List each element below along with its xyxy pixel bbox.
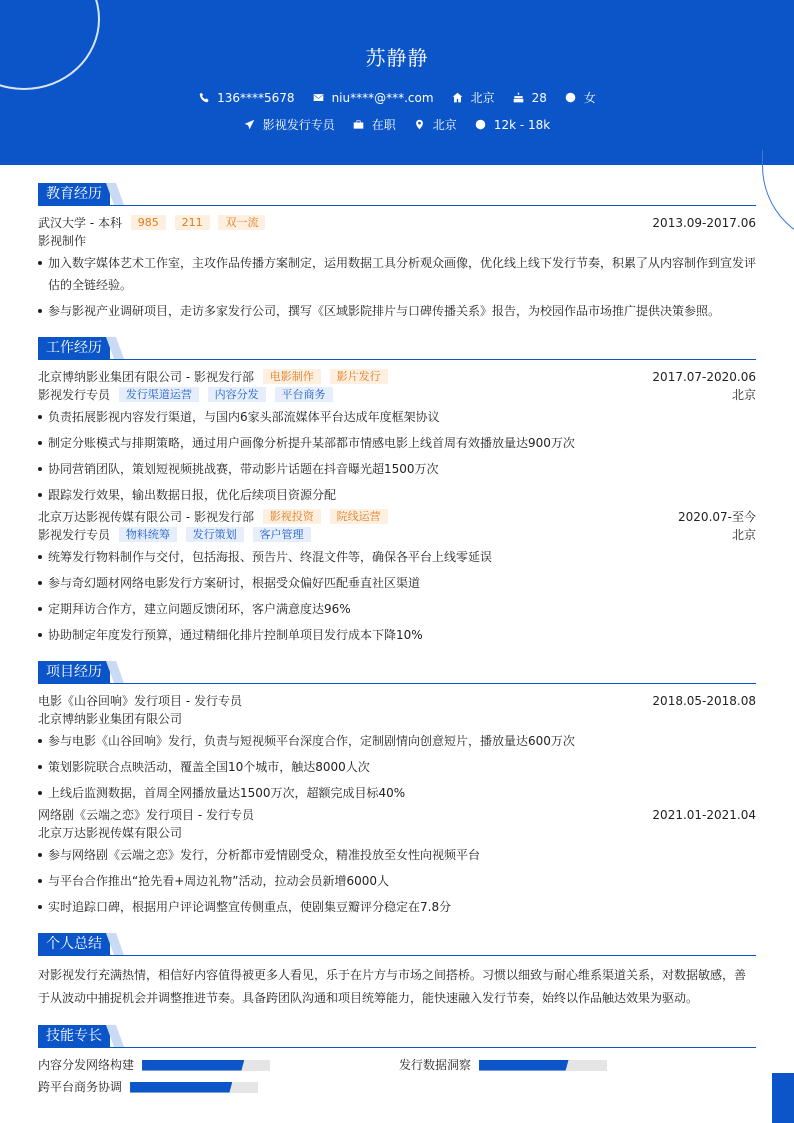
skill-level-bar — [130, 1082, 258, 1093]
city-item — [452, 89, 495, 106]
job-intent-row — [0, 116, 794, 133]
work-location: 北京 — [731, 388, 756, 402]
school-tag: 双一流 — [218, 215, 265, 230]
summary-text: 对影视发行充满热情，相信好内容值得被更多人看见，乐于在片方与市场之间搭桥。习惯以细致与耐心维系渠道关系，对数据敏感，善于从波动中捕捉机会并调整推进节奏。具备跨团队沟通和项目统筹能力，能快速融入发行节奏，始终以作品触达效果为驱动。 — [38, 968, 747, 1005]
list-item: 协同营销团队，策划短视频挑战赛，带动影片话题在抖音曝光超1500万次 — [38, 458, 756, 480]
project-period: 2021.01-2021.04 — [652, 808, 756, 822]
skill-item — [399, 1054, 607, 1076]
skill-name: 发行数据洞察 — [399, 1058, 472, 1072]
location-pin-icon — [414, 119, 426, 131]
skill-name: 内容分发网络构建 — [38, 1058, 135, 1072]
list-item: 协助制定年度发行预算，通过精细化排片控制单项目发行成本下降10% — [38, 624, 756, 646]
role-tag: 客户管理 — [253, 527, 311, 542]
work-role-line — [38, 386, 756, 404]
list-item: 参与影视产业调研项目，走访多家发行公司，撰写《区域影院排片与口碑传播关系》报告，为校园作品市场推广提供决策参照。 — [38, 300, 756, 322]
phone-icon — [198, 92, 210, 104]
mail-icon — [313, 92, 325, 104]
role-tag: 物料统筹 — [119, 527, 177, 542]
job-intent-text: 影视发行专员 — [262, 118, 335, 132]
skill-level-bar — [142, 1060, 270, 1071]
school-tag: 985 — [131, 215, 166, 230]
education-major: 影视制作 — [38, 234, 87, 248]
section-title: 工作经历 — [38, 337, 110, 359]
section-header — [38, 337, 756, 360]
role-name: 影视发行专员 — [38, 528, 111, 542]
list-item: 参与奇幻题材网络电影发行方案研讨，根据受众偏好匹配垂直社区渠道 — [38, 572, 756, 594]
list-item: 策划影院联合点映活动，覆盖全国10个城市，触达8000人次 — [38, 756, 756, 778]
company-name: 北京万达影视传媒有限公司 - 影视发行部 — [38, 510, 254, 524]
industry-tag: 院线运营 — [330, 509, 388, 524]
email-text: niu****@***.com — [331, 90, 434, 105]
project-title: 电影《山谷回响》发行项目 - 发行专员 — [38, 694, 242, 708]
list-item: 上线后监测数据，首周全网播放量达1500万次，超额完成目标40% — [38, 782, 756, 804]
skill-row — [38, 1076, 756, 1098]
projects-section — [38, 661, 756, 922]
work-period: 2017.07-2020.06 — [652, 370, 756, 384]
work-entry-head — [38, 368, 756, 386]
section-header — [38, 1025, 756, 1048]
briefcase-icon — [353, 119, 365, 131]
role-tag: 内容分发 — [208, 387, 266, 402]
project-company: 北京万达影视传媒有限公司 — [38, 826, 183, 840]
project-title: 网络剧《云端之恋》发行项目 - 发行专员 — [38, 808, 254, 822]
skill-item — [38, 1076, 258, 1098]
education-period: 2013.09-2017.06 — [652, 216, 756, 230]
decorative-corner-block — [772, 1073, 794, 1123]
skill-level-fill — [479, 1060, 569, 1071]
role-tag: 平台商务 — [275, 387, 333, 402]
work-role-line — [38, 526, 756, 544]
company-name: 北京博纳影业集团有限公司 - 影视发行部 — [38, 370, 254, 384]
gender-item — [565, 89, 596, 106]
skill-level-fill — [142, 1060, 244, 1071]
section-title: 项目经历 — [38, 661, 110, 683]
section-title: 个人总结 — [38, 933, 110, 955]
skill-level-bar — [479, 1060, 607, 1071]
list-item: 负责拓展影视内容发行渠道，与国内6家头部流媒体平台达成年度框架协议 — [38, 406, 756, 428]
send-icon — [244, 119, 256, 131]
role-name: 影视发行专员 — [38, 388, 111, 402]
list-item: 定期拜访合作方，建立问题反馈闭环，客户满意度达96% — [38, 598, 756, 620]
project-period: 2018.05-2018.08 — [652, 694, 756, 708]
industry-tag: 影片发行 — [330, 369, 388, 384]
industry-tag: 影视投资 — [263, 509, 321, 524]
resume-header — [0, 0, 794, 165]
work-entry-head — [38, 508, 756, 526]
skill-item — [38, 1054, 270, 1076]
email-item — [313, 91, 434, 105]
basic-info-row — [0, 89, 794, 106]
skill-name: 跨平台商务协调 — [38, 1080, 123, 1094]
section-header — [38, 183, 756, 206]
gender-text: 女 — [583, 91, 596, 105]
work-location: 北京 — [731, 528, 756, 542]
cake-icon — [513, 92, 525, 104]
job-intent-item — [244, 116, 335, 133]
role-tag: 发行渠道运营 — [119, 387, 199, 402]
work-section — [38, 337, 756, 650]
list-item: 参与电影《山谷回响》发行，负责与短视频平台深度合作，定制剧情向创意短片，播放量达600万次 — [38, 730, 756, 752]
role-tag: 发行策划 — [186, 527, 244, 542]
project-entry-head — [38, 806, 756, 824]
skill-row — [38, 1054, 756, 1076]
salary-item — [475, 118, 550, 132]
candidate-name: 苏静静 — [365, 46, 429, 70]
section-title: 教育经历 — [38, 183, 110, 205]
list-item: 参与网络剧《云端之恋》发行，分析都市爱情剧受众，精准投放至女性向视频平台 — [38, 844, 756, 866]
education-entry-head — [38, 214, 756, 232]
decorative-arc — [762, 150, 794, 246]
age-item — [513, 91, 547, 105]
section-header — [38, 661, 756, 684]
target-city-text: 北京 — [432, 118, 457, 132]
skills-section — [38, 1025, 756, 1098]
status-text: 在职 — [371, 118, 396, 132]
phone-text: 136****5678 — [217, 90, 295, 105]
project-company: 北京博纳影业集团有限公司 — [38, 712, 183, 726]
list-item: 加入数字媒体艺术工作室，主攻作品传播方案制定，运用数据工具分析观众画像，优化线上线下发行节奏，积累了从内容制作到宣发评估的全链经验。 — [38, 252, 756, 296]
project-entry-head — [38, 692, 756, 710]
education-section — [38, 183, 756, 326]
age-text: 28 — [531, 90, 547, 105]
status-item — [353, 116, 396, 133]
money-icon — [475, 119, 487, 131]
section-header — [38, 933, 756, 956]
list-item: 跟踪发行效果，输出数据日报，优化后续项目资源分配 — [38, 484, 756, 506]
target-city-item — [414, 116, 457, 133]
list-item: 统筹发行物料制作与交付，包括海报、预告片、终混文件等，确保各平台上线零延误 — [38, 546, 756, 568]
skill-level-fill — [130, 1082, 232, 1093]
school-tag: 211 — [175, 215, 210, 230]
industry-tag: 电影制作 — [263, 369, 321, 384]
section-title: 技能专长 — [38, 1025, 110, 1047]
home-icon — [452, 92, 464, 104]
city-text: 北京 — [470, 91, 495, 105]
list-item: 制定分账模式与排期策略，通过用户画像分析提升某部都市情感电影上线首周有效播放量达900万次 — [38, 432, 756, 454]
summary-section — [38, 933, 756, 1010]
school-name: 武汉大学 - 本科 — [38, 216, 122, 230]
gender-icon — [565, 92, 577, 104]
work-period: 2020.07-至今 — [678, 510, 756, 524]
list-item: 与平台合作推出“抢先看+周边礼物”活动，拉动会员新增6000人 — [38, 870, 756, 892]
phone-item — [198, 91, 294, 105]
list-item: 实时追踪口碑，根据用户评论调整宣传侧重点，使剧集豆瓣评分稳定在7.8分 — [38, 896, 756, 918]
salary-text: 12k - 18k — [493, 117, 551, 132]
